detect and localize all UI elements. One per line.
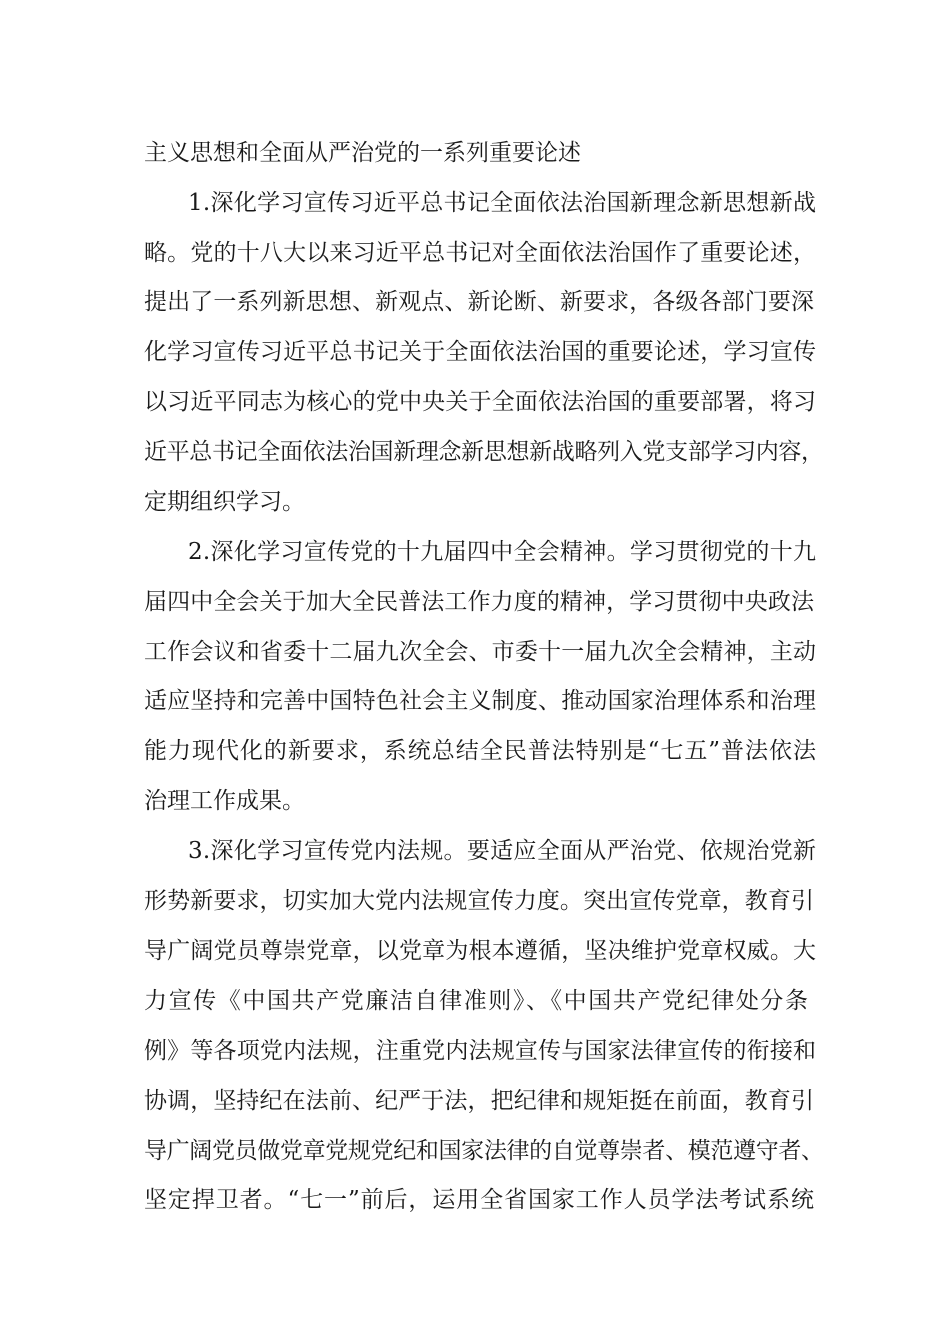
text-line: 略。党的十八大以来习近平总书记对全面依法治国作了重要论述，: [144, 240, 817, 266]
text-line: 1.深化学习宣传习近平总书记全面依法治国新理念新思想新战: [188, 190, 817, 216]
text-line: 3.深化学习宣传党内法规。要适应全面从严治党、依规治党新: [188, 838, 817, 864]
text-line: 定期组织学习。: [144, 489, 305, 515]
text-line: 近平总书记全面依法治国新理念新思想新战略列入党支部学习内容，: [144, 439, 824, 465]
text-line: 以习近平同志为核心的党中央关于全面依法治国的重要部署，将习: [144, 389, 817, 415]
text-line: 例》等各项党内法规，注重党内法规宣传与国家法律宣传的衔接和: [144, 1038, 817, 1064]
text-line: 坚定捍卫者。“七一”前后，运用全省国家工作人员学法考试系统: [144, 1187, 815, 1213]
text-line: 提出了一系列新思想、新观点、新论断、新要求，各级各部门要深: [144, 289, 815, 315]
text-line: 治理工作成果。: [144, 788, 305, 814]
text-line: 适应坚持和完善中国特色社会主义制度、推动国家治理体系和治理: [144, 688, 817, 714]
text-line: 形势新要求，切实加大党内法规宣传力度。突出宣传党章，教育引: [144, 888, 815, 914]
text-line: 届四中全会关于加大全民普法工作力度的精神，学习贯彻中央政法: [144, 589, 815, 615]
text-line: 主义思想和全面从严治党的一系列重要论述: [144, 140, 581, 166]
text-line: 工作会议和省委十二届九次全会、市委十一届九次全会精神，主动: [144, 639, 817, 665]
text-line: 协调，坚持纪在法前、纪严于法，把纪律和规矩挺在前面，教育引: [144, 1088, 815, 1114]
text-line: 化学习宣传习近平总书记关于全面依法治国的重要论述，学习宣传: [144, 339, 817, 365]
text-line: 能力现代化的新要求，系统总结全民普法特别是“七五”普法依法: [144, 738, 817, 764]
text-line: 导广阔党员做党章党规党纪和国家法律的自觉尊崇者、模范遵守者、: [144, 1138, 824, 1164]
text-line: 2.深化学习宣传党的十九届四中全会精神。学习贯彻党的十九: [188, 539, 817, 565]
text-line: 力宣传《中国共产党廉洁自律准则》、《中国共产党纪律处分条: [144, 988, 810, 1014]
text-line: 导广阔党员尊崇党章，以党章为根本遵循，坚决维护党章权威。大: [144, 938, 817, 964]
